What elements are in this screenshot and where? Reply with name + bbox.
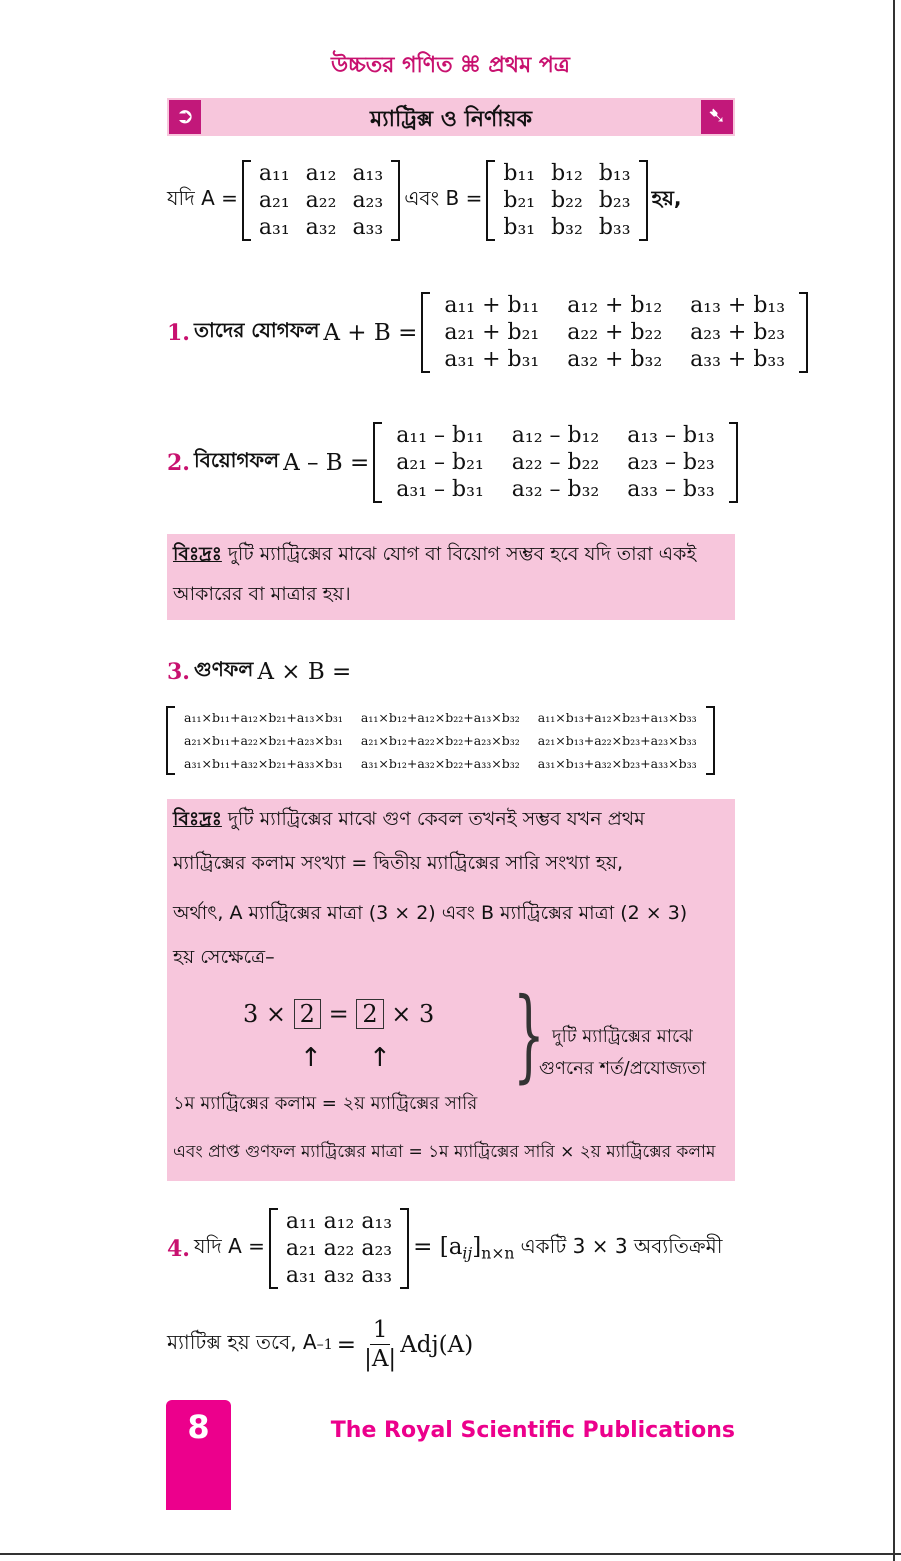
note-keyword: বিঃদ্রঃ (173, 808, 222, 830)
note-text: হয় সেক্ষেত্রে– (173, 946, 275, 968)
product-matrix: a₁₁×b₁₁+a₁₂×b₂₁+a₁₃×b₃₁ a₁₁×b₁₂+a₁₂×b₂₂+a₁₃×b₃₂ a₁₁×b₁₃+a₁₂×b₂₃+a₁₃×b₃₃ a₂₁×b₁₁+a₂₂×b₂₁+a₂₃×b₃₁ a₂₁×b₁₂+a₂₂×b₂₂+a₂₃×b₃₂ a₂₁×b₁₃+a₂₂×b₂₃+a₂₃×b₃₃ a₃₁×b₁₁+a₃₂×b₂₁+a₃₃×b₃₁ a₃₁×b₁₂+a₃₂×b₂₂+a₃₃×b₃₂ a₃₁×b₁₃+a₃₂×b₂₃+a₃₃×b₃₃ (166, 706, 715, 775)
note-text: ম্যাট্রিক্সের কলাম সংখ্যা = দ্বিতীয় ম্যাট্রিক্সের সারি সংখ্যা হয়, (173, 852, 624, 874)
arrow-down-right-icon: ➷ (701, 100, 733, 134)
product-expr: A × B = (257, 658, 352, 685)
sum-expr: A + B = (323, 319, 418, 346)
dimension-equation: 3 × 2 = 2 × 3 (243, 1000, 435, 1028)
chapter-bar (167, 98, 735, 136)
item-number: 2. (167, 449, 190, 476)
inverse-sup: –1 (316, 1336, 333, 1353)
note-multiplication (167, 799, 735, 1181)
item-number: 1. (167, 319, 190, 346)
difference-matrix: a₁₁ – b₁₁ a₁₂ – b₁₂ a₁₃ – b₁₃ a₂₁ – b₂₁ a₂₂ – b₂₂ a₂₃ – b₂₃ a₃₁ – b₃₁ a₃₂ – b₃₂ a₃₃ – b₃₃ (373, 422, 737, 503)
arrow-up-icon: ↑ (369, 1043, 391, 1073)
definition-row (167, 160, 681, 241)
inverse-desc: একটি 3 × 3 অব্যতিক্রমী (520, 1234, 723, 1258)
inverse-prefix: যদি A = (193, 1234, 265, 1258)
difference-row (167, 422, 742, 503)
note-keyword: বিঃদ্রঃ (173, 543, 222, 565)
def-suffix: হয়, (651, 186, 682, 210)
chapter-title: ম্যাট্রিক্স ও নির্ণায়ক (369, 107, 533, 132)
product-row (167, 655, 351, 688)
def-prefix: যদি A = (167, 186, 238, 210)
result-text: এবং প্রাপ্ত গুণফল ম্যাট্রিক্সের মাত্রা = ১ম ম্যাট্রিক্সের সারি × ২য় ম্যাট্রিক্সের কলাম (173, 1142, 716, 1162)
boxed-value: 2 (294, 999, 321, 1029)
item-number: 3. (167, 658, 190, 685)
matrix-a: a₁₁ a₁₂ a₁₃ a₂₁ a₂₂ a₂₃ a₃₁ a₃₂ a₃₃ (242, 160, 400, 241)
curly-brace-icon: } (513, 976, 545, 1093)
note-text: দুটি ম্যাট্রিক্সের মাঝে গুণ কেবল তখনই সম্ভব যখন প্রথম (221, 808, 645, 830)
inverse-line2: ম্যাটিক্স হয় তবে, A (167, 1330, 317, 1354)
note-text: আকারের বা মাত্রার হয়। (173, 583, 351, 605)
note-add-sub (167, 534, 735, 620)
rule-text: ১ম ম্যাট্রিক্সের কলাম = ২য় ম্যাট্রিক্সের সারি (173, 1093, 478, 1114)
book-title: উচ্চতর গণিত ⌘ প্রথম পত্র (331, 53, 570, 78)
general-form: = $[a_{ij}]_{n\times n}$ (413, 1234, 515, 1263)
fraction: $\frac{1}{|A|}$ (364, 1317, 397, 1372)
product-matrix-row (166, 706, 715, 775)
adjoint: Adj(A) (400, 1331, 474, 1358)
product-label: গুণফল (193, 657, 254, 681)
page-number: 8 (166, 1400, 231, 1510)
item-number: 4. (167, 1235, 190, 1262)
condition-label: দুটি ম্যাট্রিক্সের মাঝে গুণনের শর্ত/প্রযোজ্যতা (539, 1026, 706, 1079)
sum-matrix: a₁₁ + b₁₁ a₁₂ + b₁₂ a₁₃ + b₁₃ a₂₁ + b₂₁ a₂₂ + b₂₂ a₂₃ + b₂₃ a₃₁ + b₃₁ a₃₂ + b₃₂ a₃₃ + b₃₃ (421, 292, 808, 373)
difference-label: বিয়োগফল (193, 448, 280, 472)
inverse-row (167, 1208, 722, 1289)
difference-expr: A – B = (283, 449, 370, 476)
boxed-value: 2 (356, 999, 383, 1029)
def-and: এবং B = (404, 186, 483, 210)
inverse-matrix: a₁₁ a₁₂ a₁₃ a₂₁ a₂₂ a₂₃ a₃₁ a₃₂ a₃₃ (269, 1208, 409, 1289)
arrow-right-icon: ➲ (169, 100, 201, 134)
sum-label: তাদের যোগফল (193, 318, 320, 342)
page-edge-bottom (0, 1553, 901, 1555)
sum-row (167, 292, 812, 373)
note-text: দুটি ম্যাট্রিক্সের মাঝে যোগ বা বিয়োগ সম্ভব হবে যদি তারা একই (221, 543, 697, 565)
arrow-up-icon: ↑ (300, 1043, 322, 1073)
inverse-formula-row: ম্যাটিক্স হয় তবে, A –1 = $\frac{1}{|A|}$ Adj(A) (167, 1317, 474, 1372)
matrix-b: b₁₁ b₁₂ b₁₃ b₂₁ b₂₂ b₂₃ b₃₁ b₃₂ b₃₃ (486, 160, 647, 241)
note-text: অর্থাৎ, A ম্যাট্রিক্সের মাত্রা (3 × 2) এবং B ম্যাট্রিক্সের মাত্রা (2 × 3) (173, 902, 688, 924)
page-edge-right (893, 0, 895, 1561)
publisher-name: The Royal Scientific Publications (330, 1418, 735, 1443)
